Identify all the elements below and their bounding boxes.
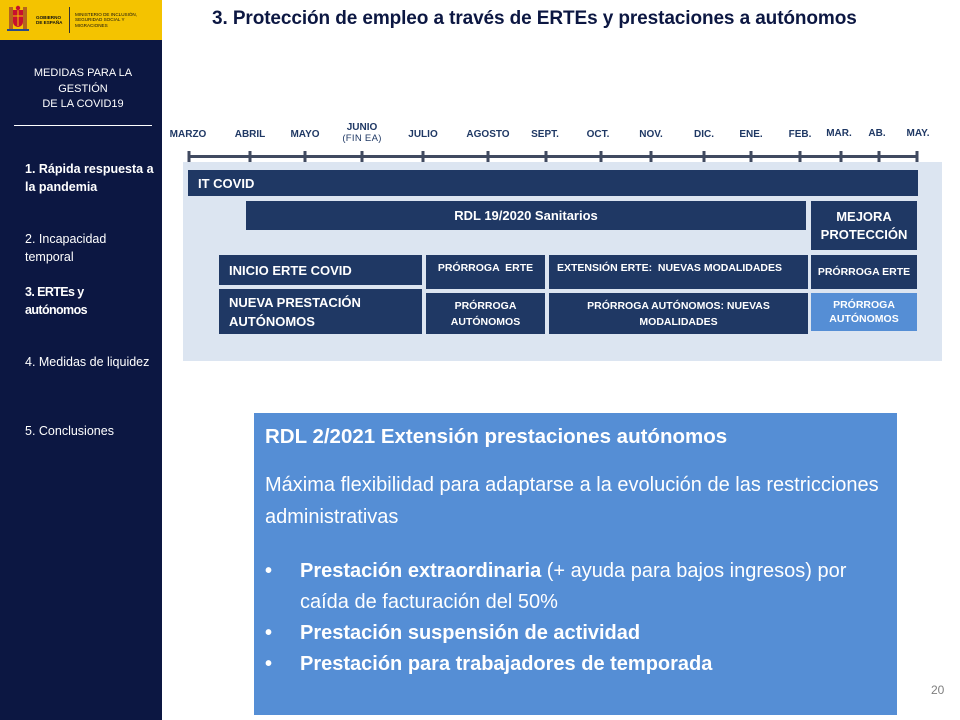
timeline-tick xyxy=(487,151,490,162)
month-label: AB. xyxy=(868,128,886,139)
sidebar xyxy=(0,40,162,720)
info-bullet-bold: Prestación suspensión de actividad xyxy=(300,622,641,644)
info-bullet-text: (+ ayuda para bajos ingresos) por caída de facturación del 50% xyxy=(300,560,847,613)
month-label: MAYO xyxy=(290,129,320,140)
month-label: MAY. xyxy=(906,128,930,139)
ministerio-label: MINISTERIO DE INCLUSIÓN, SEGURIDAD SOCIAL Y MIGRACIONES xyxy=(75,11,138,28)
month-sublabel: (FIN EA) xyxy=(342,133,382,144)
sidebar-title-line: GESTIÓN xyxy=(58,82,108,95)
bar-prorroga-erte: PRÓRROGA ERTE xyxy=(426,255,545,289)
timeline-tick xyxy=(249,151,252,162)
gobierno-label: GOBIERNO DE ESPAÑA xyxy=(36,14,63,25)
bar-extension-erte: EXTENSIÓN ERTE: NUEVAS MODALIDADES xyxy=(549,255,808,289)
month-label: ABRIL xyxy=(234,129,266,140)
month-label: MARZO xyxy=(169,129,207,140)
month-label: FEB. xyxy=(788,129,812,140)
month-label xyxy=(342,122,381,144)
timeline-tick xyxy=(422,151,425,162)
timeline-tick xyxy=(600,151,603,162)
month-label: MAR. xyxy=(826,128,852,139)
timeline-tick xyxy=(799,151,802,162)
info-box xyxy=(254,413,897,715)
bar-prorroga-autonomos: PRÓRROGA AUTÓNOMOS xyxy=(426,293,545,334)
timeline-axis xyxy=(188,155,918,158)
bar-rdl-sanitarios: RDL 19/2020 Sanitarios xyxy=(246,201,806,230)
month-label-text: JUNIO xyxy=(346,122,378,133)
month-label: DIC. xyxy=(694,129,714,140)
timeline-tick xyxy=(916,151,919,162)
bar-prorroga-autonomos-2: PRÓRROGA AUTÓNOMOS xyxy=(811,293,917,331)
info-bullet xyxy=(265,618,885,649)
timeline-tick xyxy=(188,151,191,162)
month-label: JULIO xyxy=(408,129,438,140)
info-bullet xyxy=(265,556,885,618)
page-number: 20 xyxy=(931,683,945,697)
sidebar-title-line: MEDIDAS PARA LA xyxy=(33,67,133,79)
timeline-tick xyxy=(545,151,548,162)
bar-it-covid: IT COVID xyxy=(188,170,918,196)
month-label: OCT. xyxy=(586,129,610,140)
bar-inicio-erte: INICIO ERTE COVID xyxy=(219,255,422,285)
timeline-tick xyxy=(878,151,881,162)
sidebar-item-ertes[interactable]: 3. ERTEs y autónomos xyxy=(25,285,87,317)
timeline-tick xyxy=(840,151,843,162)
info-heading: RDL 2/2021 Extensión prestaciones autónomos xyxy=(265,425,728,448)
sidebar-item-respuesta[interactable]: 1. Rápida respuesta a la pandemia xyxy=(25,162,154,194)
info-bullet-list xyxy=(265,556,885,680)
timeline-tick xyxy=(750,151,753,162)
info-paragraph: Máxima flexibilidad para adaptarse a la evolución de las restricciones administrativas xyxy=(265,474,879,528)
bar-mejora-proteccion: MEJORA PROTECCIÓN xyxy=(811,201,917,250)
month-label: AGOSTO xyxy=(466,129,510,140)
bar-prorroga-autonomos-nuevas: PRÓRROGA AUTÓNOMOS: NUEVAS MODALIDADES xyxy=(549,293,808,334)
sidebar-title xyxy=(14,66,152,113)
timeline-tick xyxy=(703,151,706,162)
sidebar-divider xyxy=(14,125,152,126)
month-label: SEPT. xyxy=(531,129,559,140)
page-title: 3. Protección de empleo a través de ERTEs y prestaciones a autónomos xyxy=(212,8,857,29)
month-label: NOV. xyxy=(639,129,663,140)
spain-coat-of-arms-icon xyxy=(6,5,30,35)
timeline-tick xyxy=(361,151,364,162)
info-bullet xyxy=(265,649,885,680)
sidebar-title-line: DE LA COVID19 xyxy=(42,98,124,110)
info-bullet-bold: Prestación para trabajadores de temporada xyxy=(300,653,713,675)
bar-nueva-prestacion: NUEVA PRESTACIÓN AUTÓNOMOS xyxy=(219,289,422,334)
bar-prorroga-erte-2: PRÓRROGA ERTE xyxy=(811,255,917,289)
logo-divider xyxy=(69,7,70,33)
sidebar-item-incapacidad[interactable]: 2. Incapacidad temporal xyxy=(25,232,107,264)
timeline-tick xyxy=(650,151,653,162)
timeline-tick xyxy=(304,151,307,162)
sidebar-item-liquidez[interactable]: 4. Medidas de liquidez xyxy=(25,355,150,369)
government-logo xyxy=(0,0,162,40)
info-bullet-bold: Prestación extraordinaria xyxy=(300,560,542,582)
sidebar-item-conclusiones[interactable]: 5. Conclusiones xyxy=(25,424,114,438)
month-label: ENE. xyxy=(739,129,763,140)
